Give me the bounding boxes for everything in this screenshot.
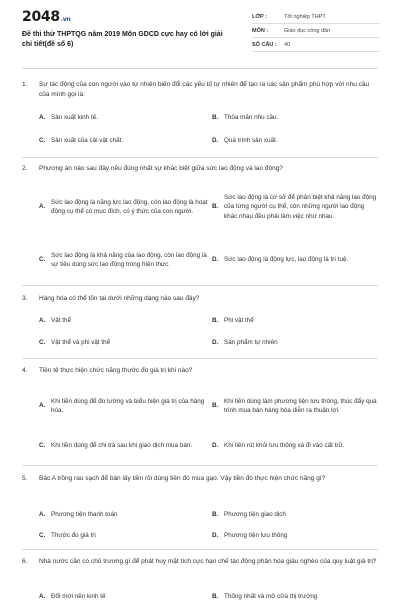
option-b[interactable]: [212, 592, 372, 600]
meta-value: 40: [284, 41, 291, 48]
option-letter: B.: [212, 593, 219, 600]
option-a[interactable]: [39, 388, 209, 424]
option-a[interactable]: [39, 113, 199, 123]
option-letter: C.: [39, 256, 46, 264]
question-5: [22, 474, 378, 484]
option-d[interactable]: [212, 432, 378, 460]
logo-text: 2048: [22, 9, 60, 25]
option-d[interactable]: [212, 136, 372, 146]
question-number: 6.: [22, 558, 28, 565]
meta-row-count: [252, 38, 380, 52]
option-letter: C.: [39, 532, 46, 539]
option-b[interactable]: [212, 186, 378, 228]
question-2: [22, 164, 378, 174]
question-text: Tiền tệ thực hiện chức năng thước đo giá trị khi nào?: [39, 367, 193, 374]
option-letter: A.: [39, 402, 46, 410]
question-1: [22, 80, 378, 100]
option-a[interactable]: [39, 186, 209, 228]
option-c[interactable]: [39, 338, 199, 348]
option-letter: B.: [212, 317, 219, 324]
option-c[interactable]: [39, 531, 199, 541]
question-text: Bác A trồng rau sạch để bán lấy tiền rồi dùng tiền đó mua gạo. Vậy tiền đó thực hiện chức năng gì?: [39, 475, 326, 482]
option-letter: A.: [39, 114, 46, 121]
option-letter: B.: [212, 511, 219, 518]
question-6: [22, 557, 378, 567]
option-text: Quá trình sản xuất.: [224, 137, 278, 144]
option-text: Sức lao động là cơ sở để phân biệt khả năng lao động của từng người cụ thể, còn những người lao động khác nhau đều phải làm việc như nhau.: [224, 193, 377, 220]
option-text: Sức lao động là động lực, lao động là trí tuệ.: [224, 256, 349, 264]
question-text: Nhà nước cần có chủ trương gì để phát huy mặt tích cực hạn chế tác động phân hóa giàu nghèo của quy luật giá trị?: [39, 558, 377, 565]
meta-value: Giáo dục công dân: [284, 27, 331, 34]
option-b[interactable]: [212, 510, 372, 520]
divider: [22, 465, 378, 466]
option-d[interactable]: [212, 338, 372, 348]
question-number: 3.: [22, 295, 28, 302]
option-d[interactable]: [212, 531, 372, 541]
option-b[interactable]: [212, 388, 378, 424]
option-text: Phi vật thể: [224, 317, 254, 324]
option-a[interactable]: [39, 316, 199, 326]
question-text: Hàng hóa có thể tồn tại dưới những dạng nào sau đây?: [39, 295, 200, 302]
divider: [22, 157, 378, 158]
meta-key: SỐ CÂU :: [252, 41, 277, 48]
option-text: Khi tiền dùng làm phương tiện lưu thông, thúc đẩy quá trình mua bán hàng hóa diễn ra thuận lợi.: [224, 397, 377, 414]
divider: [22, 285, 378, 286]
option-letter: A.: [39, 511, 46, 518]
meta-row-subject: [252, 24, 380, 38]
meta-value: Tốt nghiệp THPT: [284, 13, 326, 20]
option-text: Phương tiện lưu thông: [224, 532, 288, 539]
question-3: [22, 294, 378, 304]
option-letter: D.: [212, 442, 219, 450]
document-title: Đề thi thử THPTQG năm 2019 Môn GDCD cực hay có lời giải chi tiết(đề số 6): [22, 31, 223, 48]
option-text: Vật thể: [51, 317, 71, 324]
option-text: Đổi mới nền kinh tế: [51, 593, 106, 600]
option-letter: B.: [212, 114, 219, 121]
option-c[interactable]: [39, 136, 199, 146]
question-number: 2.: [22, 165, 28, 172]
question-text: Sự tác động của con người vào tự nhiên biến đổi các yếu tố tự nhiên để tạo ra các sản phẩm phù hợp với nhu cầu của mình gọi là:: [39, 81, 370, 98]
question-number: 5.: [22, 475, 28, 482]
option-letter: A.: [39, 317, 46, 324]
option-c[interactable]: [39, 432, 209, 460]
option-text: Sản xuất kinh tế.: [51, 114, 98, 121]
option-letter: D.: [212, 532, 219, 539]
option-d[interactable]: [212, 244, 378, 276]
option-letter: B.: [212, 402, 219, 410]
divider: [22, 68, 378, 69]
option-letter: D.: [212, 256, 219, 264]
meta-key: MÔN :: [252, 27, 269, 34]
option-letter: A.: [39, 203, 46, 211]
option-letter: C.: [39, 137, 46, 144]
question-4: [22, 366, 378, 376]
logo-suffix: .vn: [60, 16, 71, 23]
option-letter: B.: [212, 203, 219, 211]
option-c[interactable]: [39, 244, 209, 276]
option-letter: D.: [212, 339, 219, 346]
option-letter: D.: [212, 137, 219, 144]
option-a[interactable]: [39, 510, 199, 520]
option-text: Khi tiền dùng để chi trả sau khi giao dịch mua bán.: [51, 442, 193, 450]
option-b[interactable]: [212, 316, 372, 326]
option-text: Thỏa mãn nhu cầu.: [224, 114, 279, 121]
option-text: Phương tiện thanh toán: [51, 511, 118, 518]
site-logo[interactable]: [22, 9, 70, 25]
option-text: Sức lao động là năng lực lao động, còn lao động là hoạt động cụ thể có mục đích, có ý thức của con người.: [51, 198, 208, 215]
question-number: 1.: [22, 81, 28, 88]
option-letter: C.: [39, 339, 46, 346]
meta-row-class: [252, 10, 380, 24]
option-text: Phương tiện giao dịch: [224, 511, 286, 518]
option-letter: C.: [39, 442, 46, 450]
option-text: Sức lao động là khả năng của lao động, còn lao động là sự tiêu dùng sức lao động trong hiện thực.: [51, 251, 207, 268]
divider: [22, 549, 378, 550]
option-text: Sản phẩm tự nhiên: [224, 339, 278, 346]
option-a[interactable]: [39, 592, 199, 600]
question-number: 4.: [22, 367, 28, 374]
divider: [22, 358, 378, 359]
option-text: Sản xuất của cải vật chất.: [51, 137, 124, 144]
question-text: Phương án nào sau đây nêu đúng nhất sự khác biệt giữa sức lao động và lao động?: [39, 165, 283, 172]
option-text: Vật thể và phi vật thể: [51, 339, 111, 346]
meta-table: [252, 10, 380, 52]
option-text: Khi tiền dùng để đo lường và biểu hiện giá trị của hàng hóa.: [51, 397, 205, 414]
option-letter: A.: [39, 593, 46, 600]
page-header: [0, 0, 400, 70]
option-b[interactable]: [212, 113, 372, 123]
option-text: Thước đo giá trị: [51, 532, 96, 539]
option-text: Khi tiền rút khỏi lưu thông và đi vào cất trữ.: [224, 442, 345, 450]
option-text: Thống nhất và mở cửa thị trường: [224, 593, 318, 600]
meta-key: LỚP :: [252, 13, 267, 20]
